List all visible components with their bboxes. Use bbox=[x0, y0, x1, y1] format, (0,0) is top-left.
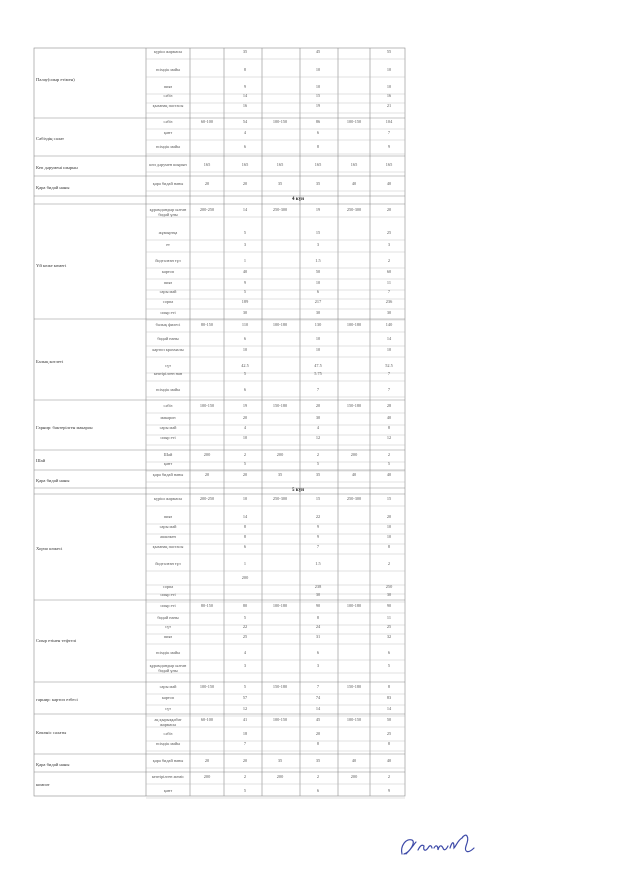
value-cell: 8 bbox=[316, 144, 320, 149]
value-cell: 100-180 bbox=[346, 603, 362, 608]
value-cell: 9 bbox=[243, 84, 247, 89]
value-cell: 42.5 bbox=[241, 363, 249, 368]
value-cell: 104 bbox=[385, 119, 393, 124]
value-cell: 5 bbox=[387, 461, 391, 466]
value-cell: 8 bbox=[243, 534, 247, 539]
value-cell: 6 bbox=[316, 130, 320, 135]
value-cell: 2 bbox=[243, 774, 247, 779]
value-cell: 200 bbox=[276, 452, 284, 457]
ingredient-cell: картоп bbox=[161, 695, 175, 700]
value-cell: 21 bbox=[386, 103, 392, 108]
value-cell: 9 bbox=[387, 144, 391, 149]
ingredient-cell: күріш жармасы bbox=[153, 496, 183, 501]
value-cell: 32 bbox=[386, 634, 392, 639]
value-cell: 238 bbox=[314, 584, 322, 589]
dish-name: Қара бидай наны bbox=[36, 185, 70, 190]
value-cell: 1 bbox=[243, 258, 247, 263]
ingredient-cell: пияз bbox=[163, 280, 173, 285]
value-cell: 5 bbox=[243, 371, 247, 376]
value-cell: 165 bbox=[314, 162, 322, 167]
value-cell: 8 bbox=[387, 741, 391, 746]
ingredient-cell: кептірілген нан bbox=[153, 371, 183, 376]
value-cell: 15 bbox=[315, 93, 321, 98]
value-cell: 25 bbox=[386, 731, 392, 736]
ingredient-cell: өсімдік майы bbox=[155, 650, 181, 655]
value-cell: 10 bbox=[242, 496, 248, 501]
value-cell: 100-150 bbox=[272, 119, 288, 124]
ingredient-cell: сүт bbox=[165, 624, 171, 629]
ingredient-cell: картоп bbox=[161, 269, 175, 274]
value-cell: 20 bbox=[204, 758, 210, 763]
value-cell: 20 bbox=[315, 403, 321, 408]
value-cell: 45 bbox=[315, 717, 321, 722]
value-cell: 8 bbox=[316, 741, 320, 746]
value-cell: 7 bbox=[387, 130, 391, 135]
value-cell: 150-180 bbox=[346, 684, 362, 689]
value-cell: 2 bbox=[243, 452, 247, 457]
value-cell: 14 bbox=[242, 207, 248, 212]
value-cell: 250 bbox=[385, 584, 393, 589]
ingredient-cell: көп дәрумен шырын bbox=[149, 162, 187, 167]
value-cell: 10 bbox=[315, 67, 321, 72]
value-cell: 12 bbox=[386, 435, 392, 440]
ingredient-cell: макарон bbox=[160, 415, 176, 420]
value-cell: 3 bbox=[316, 663, 320, 668]
value-cell: 15 bbox=[386, 496, 392, 501]
value-cell: 9 bbox=[316, 524, 320, 529]
value-cell: 6 bbox=[243, 387, 247, 392]
value-cell: 250-300 bbox=[346, 496, 362, 501]
value-cell: 100-150 bbox=[346, 717, 362, 722]
value-cell: 9 bbox=[387, 788, 391, 793]
ingredient-cell: сиыр еті bbox=[160, 603, 176, 608]
value-cell: 22 bbox=[315, 514, 321, 519]
value-cell: 9 bbox=[316, 534, 320, 539]
value-cell: 20 bbox=[315, 731, 321, 736]
value-cell: 19 bbox=[315, 207, 321, 212]
value-cell: 2 bbox=[387, 561, 391, 566]
value-cell: 6 bbox=[243, 144, 247, 149]
value-cell: 3 bbox=[243, 663, 247, 668]
value-cell: 30 bbox=[386, 592, 392, 597]
value-cell: 4 bbox=[243, 650, 247, 655]
ingredient-cell: сары май bbox=[159, 425, 177, 430]
value-cell: 90 bbox=[386, 603, 392, 608]
value-cell: 30 bbox=[315, 415, 321, 420]
value-cell: 11 bbox=[386, 280, 392, 285]
ingredient-cell: сорпа bbox=[162, 584, 174, 589]
ingredient-cell: қара бидай наны bbox=[152, 472, 184, 477]
ingredient-cell: өсімдік майы bbox=[155, 67, 181, 72]
value-cell: 8 bbox=[316, 615, 320, 620]
value-cell: 86 bbox=[315, 119, 321, 124]
ingredient-cell: қара бидай наны bbox=[152, 181, 184, 186]
value-cell: 100-150 bbox=[272, 717, 288, 722]
ingredient-cell: құрамдандыр ылған бидай ұны bbox=[149, 207, 187, 217]
ingredient-cell: пияз bbox=[163, 84, 173, 89]
value-cell: 250-300 bbox=[272, 496, 288, 501]
value-cell: 4 bbox=[316, 425, 320, 430]
value-cell: 5 bbox=[243, 788, 247, 793]
value-cell: 165 bbox=[241, 162, 249, 167]
value-cell: 200 bbox=[203, 774, 211, 779]
value-cell: 83 bbox=[386, 695, 392, 700]
value-cell: 140 bbox=[385, 322, 393, 327]
value-cell: 14 bbox=[386, 706, 392, 711]
value-cell: 200 bbox=[350, 774, 358, 779]
value-cell: 40 bbox=[351, 181, 357, 186]
value-cell: 20 bbox=[204, 181, 210, 186]
ingredient-cell: қант bbox=[163, 130, 173, 135]
value-cell: 8 bbox=[243, 67, 247, 72]
ingredient-cell: йодталған тұз bbox=[155, 561, 181, 566]
value-cell: 54 bbox=[242, 119, 248, 124]
ingredient-cell: ақ қырыққабат жармасы bbox=[154, 717, 182, 727]
value-cell: 150-180 bbox=[272, 403, 288, 408]
value-cell: 8 bbox=[387, 684, 391, 689]
value-cell: 22 bbox=[242, 624, 248, 629]
value-cell: 30 bbox=[315, 592, 321, 597]
value-cell: 5 bbox=[243, 684, 247, 689]
value-cell: 6 bbox=[243, 544, 247, 549]
value-cell: 6 bbox=[243, 336, 247, 341]
value-cell: 28 bbox=[386, 403, 392, 408]
value-cell: 5 bbox=[243, 230, 247, 235]
value-cell: 7 bbox=[387, 371, 391, 376]
value-cell: 40 bbox=[386, 472, 392, 477]
value-cell: 74 bbox=[315, 695, 321, 700]
ingredient-cell: қызанақ пастасы bbox=[152, 103, 184, 108]
dish-name: компот bbox=[36, 782, 50, 787]
value-cell: 9 bbox=[243, 280, 247, 285]
value-cell: 35 bbox=[315, 472, 321, 477]
value-cell: 31 bbox=[315, 634, 321, 639]
value-cell: 10 bbox=[315, 347, 321, 352]
value-cell: 5 bbox=[243, 615, 247, 620]
value-cell: 150-180 bbox=[346, 403, 362, 408]
dish-name: Көкөніс салаты bbox=[36, 730, 67, 735]
value-cell: 130 bbox=[314, 322, 322, 327]
value-cell: 10 bbox=[386, 534, 392, 539]
value-cell: 6 bbox=[316, 289, 320, 294]
value-cell: 52.5 bbox=[385, 363, 393, 368]
signature bbox=[396, 826, 480, 866]
value-cell: 50 bbox=[386, 717, 392, 722]
value-cell: 100-150 bbox=[199, 403, 215, 408]
value-cell: 55 bbox=[386, 49, 392, 54]
ingredient-cell: жұмыртқа bbox=[158, 230, 178, 235]
ingredient-cell: сары май bbox=[159, 684, 177, 689]
value-cell: 80 bbox=[242, 603, 248, 608]
value-cell: 200 bbox=[276, 774, 284, 779]
ingredient-cell: сиыр еті bbox=[160, 435, 176, 440]
ingredient-cell: күріш жармасы bbox=[153, 49, 183, 54]
value-cell: 10 bbox=[386, 84, 392, 89]
value-cell: 8 bbox=[387, 544, 391, 549]
value-cell: 2 bbox=[316, 774, 320, 779]
ingredient-cell: қант bbox=[163, 788, 173, 793]
value-cell: 7 bbox=[316, 544, 320, 549]
value-cell: 19 bbox=[242, 403, 248, 408]
value-cell: 5.75 bbox=[314, 371, 322, 376]
dish-name: Қара бидай наны bbox=[36, 762, 70, 767]
value-cell: 165 bbox=[385, 162, 393, 167]
value-cell: 41 bbox=[242, 717, 248, 722]
value-cell: 10 bbox=[315, 280, 321, 285]
value-cell: 35 bbox=[315, 758, 321, 763]
value-cell: 24 bbox=[315, 624, 321, 629]
value-cell: 8 bbox=[387, 425, 391, 430]
value-cell: 7 bbox=[387, 289, 391, 294]
value-cell: 100-180 bbox=[272, 322, 288, 327]
value-cell: 40 bbox=[242, 269, 248, 274]
ingredient-cell: пияз bbox=[163, 514, 173, 519]
value-cell: 2 bbox=[316, 452, 320, 457]
value-cell: 10 bbox=[315, 84, 321, 89]
value-cell: 80-150 bbox=[200, 603, 214, 608]
value-cell: 14 bbox=[242, 93, 248, 98]
value-cell: 6 bbox=[316, 650, 320, 655]
value-cell: 10 bbox=[315, 336, 321, 341]
section-day-4: 4 күн bbox=[291, 197, 304, 202]
value-cell: 4 bbox=[243, 425, 247, 430]
value-cell: 200 bbox=[350, 452, 358, 457]
value-cell: 5 bbox=[316, 461, 320, 466]
value-cell: 10 bbox=[242, 435, 248, 440]
section-day-5: 5 күн bbox=[291, 488, 304, 493]
value-cell: 5 bbox=[387, 663, 391, 668]
value-cell: 80-150 bbox=[200, 322, 214, 327]
value-cell: 15 bbox=[315, 230, 321, 235]
value-cell: 1 bbox=[243, 561, 247, 566]
dish-name: Үй көже көмегі bbox=[36, 263, 67, 268]
value-cell: 7 bbox=[316, 387, 320, 392]
value-cell: 3 bbox=[387, 242, 391, 247]
value-cell: 25 bbox=[242, 634, 248, 639]
value-cell: 12 bbox=[315, 435, 321, 440]
value-cell: 20 bbox=[386, 207, 392, 212]
ingredient-cell: балық филесі bbox=[155, 322, 181, 327]
value-cell: 165 bbox=[203, 162, 211, 167]
value-cell: 200-250 bbox=[199, 496, 215, 501]
dish-name: Сиыр етінен тефтелі bbox=[36, 638, 77, 643]
ingredient-cell: йодталған тұз bbox=[155, 258, 181, 263]
dish-name: гарнир: картоп езбесі bbox=[36, 697, 78, 702]
value-cell: 7 bbox=[316, 684, 320, 689]
ingredient-cell: бидай наны bbox=[157, 336, 179, 341]
ingredient-cell: пияз bbox=[163, 634, 173, 639]
value-cell: 90 bbox=[315, 603, 321, 608]
value-cell: 35 bbox=[242, 49, 248, 54]
value-cell: 14 bbox=[386, 336, 392, 341]
value-cell: 1.5 bbox=[315, 258, 321, 263]
ingredient-cell: қызанақ пастасы bbox=[152, 544, 184, 549]
value-cell: 250-300 bbox=[272, 207, 288, 212]
ingredient-cell: бидай наны bbox=[157, 615, 179, 620]
value-cell: 7 bbox=[243, 741, 247, 746]
value-cell: 30 bbox=[386, 310, 392, 315]
ingredient-cell: сүт bbox=[165, 706, 171, 711]
value-cell: 2 bbox=[387, 774, 391, 779]
value-cell: 20 bbox=[242, 758, 248, 763]
value-cell: 189 bbox=[241, 299, 249, 304]
ingredient-cell: сары май bbox=[159, 524, 177, 529]
ingredient-cell: сиыр еті bbox=[160, 310, 176, 315]
ingredient-cell: сәбіз bbox=[163, 93, 173, 98]
value-cell: 100-180 bbox=[346, 322, 362, 327]
ingredient-cell: қант bbox=[163, 461, 173, 466]
value-cell: 16 bbox=[386, 93, 392, 98]
ingredient-cell: өсімдік майы bbox=[155, 741, 181, 746]
value-cell: 6 bbox=[316, 788, 320, 793]
value-cell: 10 bbox=[386, 67, 392, 72]
value-cell: 2 bbox=[387, 452, 391, 457]
ingredient-cell: сиыр еті bbox=[160, 592, 176, 597]
value-cell: 217 bbox=[314, 299, 322, 304]
value-cell: 4 bbox=[243, 130, 247, 135]
value-cell: 14 bbox=[315, 706, 321, 711]
value-cell: 150-180 bbox=[272, 684, 288, 689]
value-cell: 3 bbox=[316, 242, 320, 247]
value-cell: 236 bbox=[385, 299, 393, 304]
value-cell: 18 bbox=[242, 731, 248, 736]
dish-name: Палау(сиыр етімен) bbox=[36, 77, 75, 82]
ingredient-cell: Шай bbox=[163, 452, 173, 457]
ingredient-cell: ашкөкен bbox=[160, 534, 176, 539]
value-cell: 40 bbox=[386, 758, 392, 763]
value-cell: 14 bbox=[242, 514, 248, 519]
dish-name: Гарнир: бактерілген макарон bbox=[36, 425, 93, 430]
value-cell: 5 bbox=[243, 289, 247, 294]
dish-name: Шай bbox=[36, 458, 46, 463]
value-cell: 40 bbox=[386, 181, 392, 186]
value-cell: 10 bbox=[386, 524, 392, 529]
dish-name: Қара бидай наны bbox=[36, 478, 70, 483]
value-cell: 35 bbox=[277, 181, 283, 186]
value-cell: 165 bbox=[350, 162, 358, 167]
value-cell: 110 bbox=[241, 322, 249, 327]
value-cell: 19 bbox=[315, 103, 321, 108]
value-cell: 35 bbox=[277, 472, 283, 477]
value-cell: 6 bbox=[387, 650, 391, 655]
value-cell: 250-300 bbox=[346, 207, 362, 212]
value-cell: 35 bbox=[277, 758, 283, 763]
value-cell: 1.5 bbox=[315, 561, 321, 566]
value-cell: 20 bbox=[242, 415, 248, 420]
value-cell: 20 bbox=[386, 514, 392, 519]
value-cell: 25 bbox=[386, 230, 392, 235]
value-cell: 20 bbox=[204, 472, 210, 477]
value-cell: 7 bbox=[387, 387, 391, 392]
value-cell: 60 bbox=[386, 269, 392, 274]
dish-name: Хорчо көжесі bbox=[36, 546, 63, 551]
dish-name: Кеп дәрумені шырын bbox=[36, 165, 78, 170]
value-cell: 50 bbox=[315, 269, 321, 274]
value-cell: 16 bbox=[242, 103, 248, 108]
ingredient-cell: ет bbox=[166, 242, 170, 247]
ingredient-cell: сорпа bbox=[162, 299, 174, 304]
ingredient-cell: сәбіз bbox=[163, 731, 173, 736]
ingredient-cell: өсімдік майы bbox=[155, 144, 181, 149]
value-cell: 45 bbox=[315, 49, 321, 54]
ingredient-cell: сүт bbox=[165, 363, 171, 368]
value-cell: 5 bbox=[243, 461, 247, 466]
value-cell: 20 bbox=[242, 181, 248, 186]
value-cell: 40 bbox=[351, 472, 357, 477]
value-cell: 2 bbox=[387, 258, 391, 263]
value-cell: 100-150 bbox=[199, 684, 215, 689]
value-cell: 100-150 bbox=[346, 119, 362, 124]
value-cell: 100-180 bbox=[272, 603, 288, 608]
value-cell: 200 bbox=[203, 452, 211, 457]
value-cell: 30 bbox=[315, 310, 321, 315]
value-cell: 25 bbox=[386, 624, 392, 629]
value-cell: 60-100 bbox=[200, 717, 214, 722]
value-cell: 165 bbox=[276, 162, 284, 167]
ingredient-cell: сәбіз bbox=[163, 403, 173, 408]
value-cell: 40 bbox=[386, 415, 392, 420]
dish-name: Балық котлеті bbox=[36, 359, 64, 364]
value-cell: 40 bbox=[351, 758, 357, 763]
value-cell: 200 bbox=[241, 575, 249, 580]
ingredient-cell: картоп крахмалы bbox=[152, 347, 184, 352]
value-cell: 10 bbox=[242, 347, 248, 352]
value-cell: 35 bbox=[315, 181, 321, 186]
value-cell: 8 bbox=[243, 524, 247, 529]
value-cell: 47.5 bbox=[314, 363, 322, 368]
value-cell: 11 bbox=[386, 615, 392, 620]
value-cell: 10 bbox=[386, 347, 392, 352]
value-cell: 3 bbox=[243, 242, 247, 247]
value-cell: 15 bbox=[315, 496, 321, 501]
ingredient-cell: кептірілген жеміс bbox=[151, 774, 185, 779]
value-cell: 200-250 bbox=[199, 207, 215, 212]
ingredient-cell: өсімдік майы bbox=[155, 387, 181, 392]
value-cell: 57 bbox=[242, 695, 248, 700]
value-cell: 12 bbox=[242, 706, 248, 711]
ingredient-cell: қара бидай наны bbox=[152, 758, 184, 763]
value-cell: 30 bbox=[242, 310, 248, 315]
ingredient-cell: сары май bbox=[159, 289, 177, 294]
ingredient-cell: сәбіз bbox=[163, 119, 173, 124]
value-cell: 60-100 bbox=[200, 119, 214, 124]
dish-name: Сабіздің салат bbox=[36, 136, 65, 141]
ingredient-cell: құрамдандыр ылған бидай ұны bbox=[149, 663, 187, 673]
value-cell: 20 bbox=[242, 472, 248, 477]
